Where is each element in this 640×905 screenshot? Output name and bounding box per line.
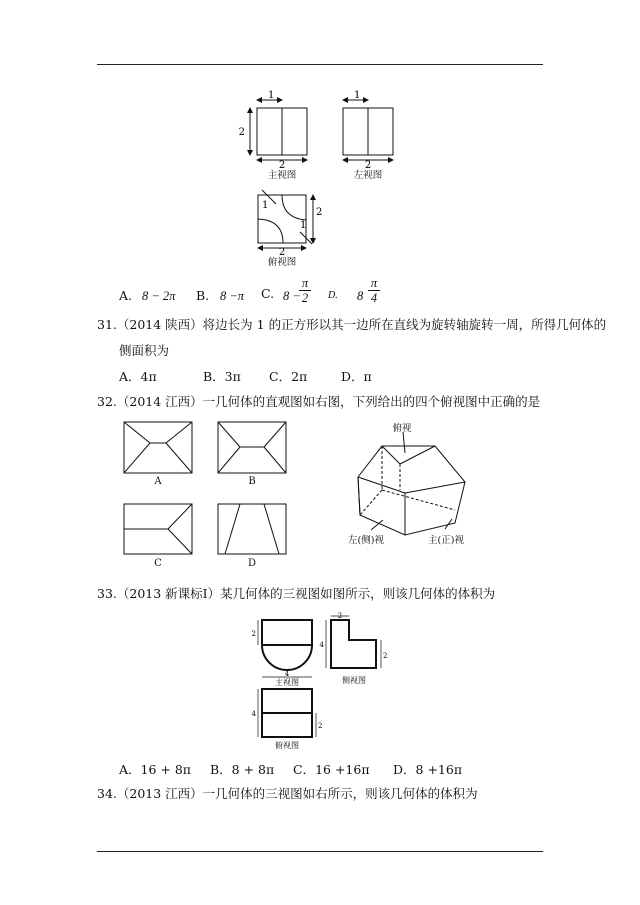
q30-front-caption: 主视图 (267, 170, 297, 181)
q32-option-c-label: C (154, 558, 162, 569)
q30-left-caption: 左视图 (353, 170, 383, 181)
q30-option-d-num: π (370, 276, 378, 290)
q30-option-b-label: B. (196, 288, 210, 303)
q32-option-b-label: B (248, 476, 256, 487)
q30-option-c-label: C. (261, 286, 275, 301)
q31-option-b: B．3π (203, 369, 241, 384)
q33-front-view (262, 620, 312, 670)
q30-option-d-prefix: 8 (357, 289, 364, 303)
q31-option-a: A．4π (119, 369, 157, 384)
q31-option-c: C．2π (269, 369, 308, 384)
q30-top-caption: 俯视图 (267, 257, 297, 268)
q31-option-d: D．π (341, 369, 372, 384)
q30-left-dim1: 1 (354, 90, 361, 101)
q30-option-c-num: π (301, 276, 309, 290)
q30-option-d-label: D. (328, 290, 338, 301)
q33-dim-4-side: 4 (319, 641, 324, 649)
q30-front-dim1: 1 (268, 90, 275, 101)
q33-side-caption: 侧视图 (342, 676, 366, 685)
q32-front-arrow-label: 主(正)视 (428, 535, 464, 546)
q33-option-d: D．8 +16π (393, 762, 463, 777)
q32-stem-line1: 32.（2014 江西）一几何体的直观图如右图，下列给出的四个俯视图中正确的是 (97, 394, 541, 409)
q30-top-dim2-v: 2 (316, 207, 323, 218)
q30-option-a-label: A. (119, 288, 133, 303)
q32-left-arrow-label: 左(侧)视 (348, 535, 384, 546)
q32-option-a-label: A (154, 476, 162, 487)
q33-option-a: A．16 + 8π (119, 762, 192, 777)
q33-option-b: B．8 + 8π (210, 762, 275, 777)
q30-top-dim1b: 1 (300, 220, 307, 231)
q33-top-caption: 俯视图 (275, 741, 299, 750)
q32-option-d-label: D (247, 558, 257, 569)
q30-left-dim2: 2 (364, 160, 372, 171)
q32-top-arrow-label: 俯视 (392, 423, 412, 434)
q33-side-view (331, 620, 376, 668)
q33-front-caption: 主视图 (275, 678, 299, 687)
q30-top-dim2-h: 2 (278, 247, 286, 258)
q33-dim-2-side-right: 2 (383, 652, 388, 660)
q30-option-d-den: 4 (370, 291, 378, 305)
q30-front-dim2-h: 2 (278, 160, 286, 171)
q33-dim-4-front: 4 (284, 670, 290, 678)
q33-top-view (262, 689, 312, 737)
q33-stem-line1: 33.（2013 新课标Ⅰ）某几何体的三视图如图所示，则该几何体的体积为 (97, 586, 496, 601)
q33-dim-2-side-top: 2 (337, 612, 343, 620)
q30-option-a-value: 8 − 2π (142, 289, 176, 303)
q30-top-dim1a: 1 (262, 200, 269, 211)
q31-stem-line2: 侧面积为 (119, 343, 170, 358)
q33-dim-2-front: 2 (251, 630, 256, 638)
q30-option-c-den: 2 (301, 291, 309, 305)
q30-option-b-value: 8 −π (220, 289, 245, 303)
q33-dim-4-top: 4 (251, 710, 256, 718)
q33-option-c: C．16 +16π (293, 762, 370, 777)
q31-stem-line1: 31.（2014 陕西）将边长为 1 的正方形以其一边所在直线为旋转轴旋转一周，所得几何体的 (97, 317, 607, 332)
q34-stem-line1: 34.（2013 江西）一几何体的三视图如右所示，则该几何体的体积为 (97, 786, 478, 801)
q30-option-c-prefix: 8 − (283, 289, 301, 303)
q33-dim-2-top: 2 (318, 722, 323, 730)
q30-front-dim2-v: 2 (238, 127, 245, 138)
